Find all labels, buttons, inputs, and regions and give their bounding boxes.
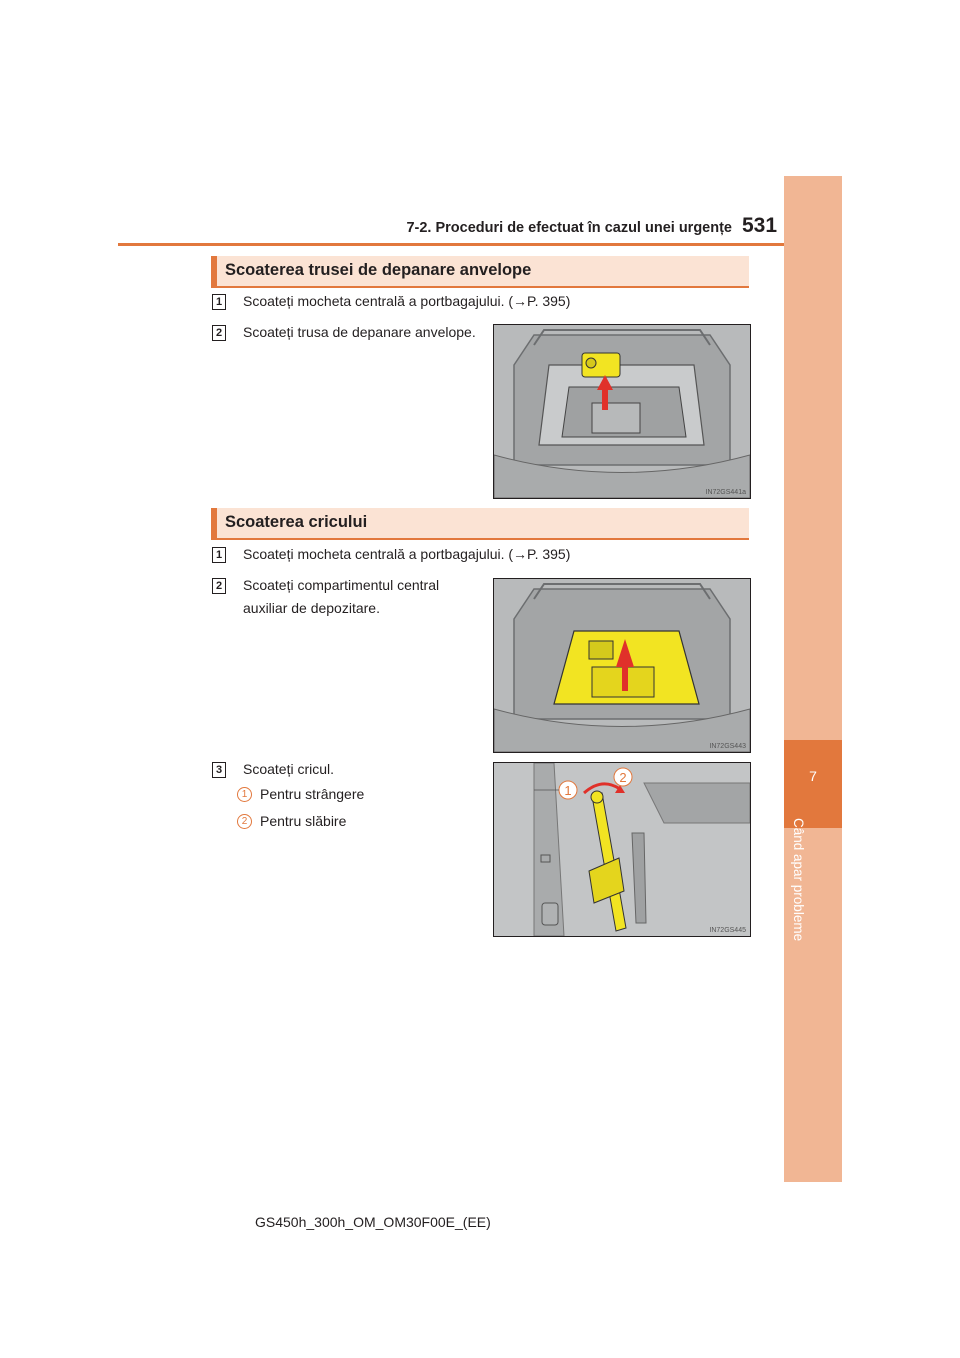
sub-item-text: Pentru strângere xyxy=(260,786,365,802)
chapter-tab xyxy=(784,740,842,828)
step-text: Scoateți mocheta centrală a portbagajului. (→P. 395) xyxy=(243,293,571,309)
figure-jack xyxy=(493,762,751,937)
svg-text:2: 2 xyxy=(619,770,627,785)
step-number: 2 xyxy=(212,578,226,594)
chapter-title: Când apar probleme xyxy=(791,818,806,942)
svg-text:1: 1 xyxy=(564,783,572,798)
page-number: 531 xyxy=(742,214,778,237)
figure-trunk-storage xyxy=(493,578,751,753)
step-text: Scoateți mocheta centrală a portbagajului. (→P. 395) xyxy=(243,546,571,562)
figure-code: IN72GS445 xyxy=(709,927,746,934)
section-heading-jack xyxy=(211,508,749,540)
section-title: Scoaterea trusei de depanare anvelope xyxy=(225,261,532,279)
section-heading-tire-kit xyxy=(211,256,749,288)
trunk-illustration xyxy=(494,325,750,498)
chapter-side-strip xyxy=(784,176,842,1182)
section-title: Scoaterea cricului xyxy=(225,513,368,531)
document-id-footer: GS450h_300h_OM_OM30F00E_(EE) xyxy=(255,1214,491,1230)
step-number: 3 xyxy=(212,762,226,778)
chapter-number: 7 xyxy=(809,768,817,784)
sub-item-marker: 1 xyxy=(237,787,252,802)
figure-code: IN72GS443 xyxy=(709,743,746,750)
running-header-section: 7-2. Proceduri de efectuat în cazul unei urgențe xyxy=(406,220,732,236)
sub-item-text: Pentru slăbire xyxy=(260,813,347,829)
heading-accent-bar xyxy=(211,256,217,288)
jack-illustration xyxy=(494,763,750,936)
header-divider xyxy=(118,243,784,246)
trunk-storage-illustration xyxy=(494,579,750,752)
step-number: 1 xyxy=(212,294,226,310)
step-text: Scoateți cricul. xyxy=(243,761,335,777)
figure-trunk-tire-kit xyxy=(493,324,751,499)
heading-accent-bar xyxy=(211,508,217,540)
step-text-continued: auxiliar de depozitare. xyxy=(243,600,380,616)
step-text: Scoateți trusa de depanare anvelope. xyxy=(243,324,476,340)
sub-item-marker: 2 xyxy=(237,814,252,829)
step-number: 1 xyxy=(212,547,226,563)
step-text: Scoateți compartimentul central xyxy=(243,577,440,593)
figure-code: IN72GS441a xyxy=(705,489,746,496)
step-number: 2 xyxy=(212,325,226,341)
